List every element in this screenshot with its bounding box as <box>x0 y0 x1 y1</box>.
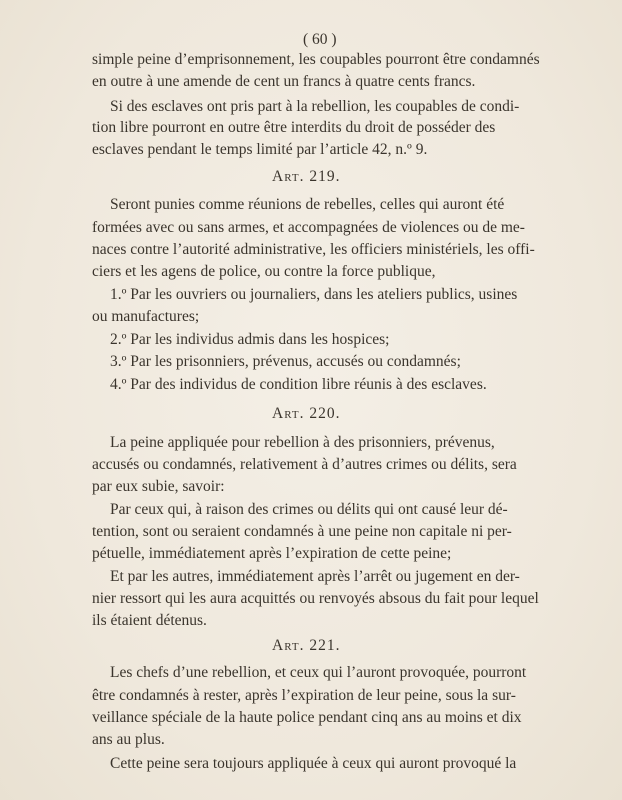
text-line: ciers et les agens de police, ou contre la force publique, <box>92 263 436 280</box>
text-line: ans au plus. <box>92 731 165 748</box>
text-line: nier ressort qui les aura acquittés ou renvoyés absous du fait pour lequel <box>92 590 539 607</box>
text-line: 1.º Par les ouvriers ou journaliers, dans les ateliers publics, usines <box>110 286 518 303</box>
text-line: tention, sont ou seraient condamnés à une peine non capitale ni per- <box>92 523 512 540</box>
text-line: Si des esclaves ont pris part à la rebellion, les coupables de condi- <box>110 98 520 115</box>
text-line: accusés ou condamnés, relativement à d’autres crimes ou délits, sera <box>92 456 517 473</box>
text-line: tion libre pourront en outre être interdits du droit de posséder des <box>92 119 496 136</box>
text-line: par eux subie, savoir: <box>92 478 225 495</box>
text-line: esclaves pendant le temps limité par l’article 42, n.º 9. <box>92 141 428 158</box>
text-line: 4.º Par des individus de condition libre réunis à des esclaves. <box>110 376 487 393</box>
text-line: formées avec ou sans armes, et accompagnées de violences ou de me- <box>92 219 525 236</box>
text-line: 2.º Par les individus admis dans les hospices; <box>110 331 390 348</box>
text-line: simple peine d’emprisonnement, les coupables pourront être condamnés <box>92 51 540 68</box>
text-line: veillance spéciale de la haute police pendant cinq ans au moins et dix <box>92 709 522 726</box>
text-line: ou manufactures; <box>92 308 200 325</box>
text-line: être condamnés à rester, après l’expiration de leur peine, sous la sur- <box>92 687 516 704</box>
text-line: ils étaient détenus. <box>92 612 207 629</box>
text-line: La peine appliquée pour rebellion à des prisonniers, prévenus, <box>110 434 495 451</box>
text-line: Par ceux qui, à raison des crimes ou délits qui ont causé leur dé- <box>110 501 508 518</box>
text-line: naces contre l’autorité administrative, les officiers ministériels, les offi- <box>92 241 535 258</box>
text-line: en outre à une amende de cent un francs à quatre cents francs. <box>92 73 476 90</box>
text-line: 3.º Par les prisonniers, prévenus, accusés ou condamnés; <box>110 353 461 370</box>
article-heading: Art. 219. <box>272 168 341 185</box>
article-heading: Art. 221. <box>272 637 341 654</box>
text-line: Seront punies comme réunions de rebelles, celles qui auront été <box>110 196 505 213</box>
text-line: Et par les autres, immédiatement après l’arrêt ou jugement en der- <box>110 568 520 585</box>
article-heading: Art. 220. <box>272 405 341 422</box>
text-line: pétuelle, immédiatement après l’expiration de cette peine; <box>92 545 452 562</box>
page-number: ( 60 ) <box>303 31 337 48</box>
text-line: Cette peine sera toujours appliquée à ceux qui auront provoqué la <box>110 755 517 772</box>
text-line: Les chefs d’une rebellion, et ceux qui l’auront provoquée, pourront <box>110 664 527 681</box>
